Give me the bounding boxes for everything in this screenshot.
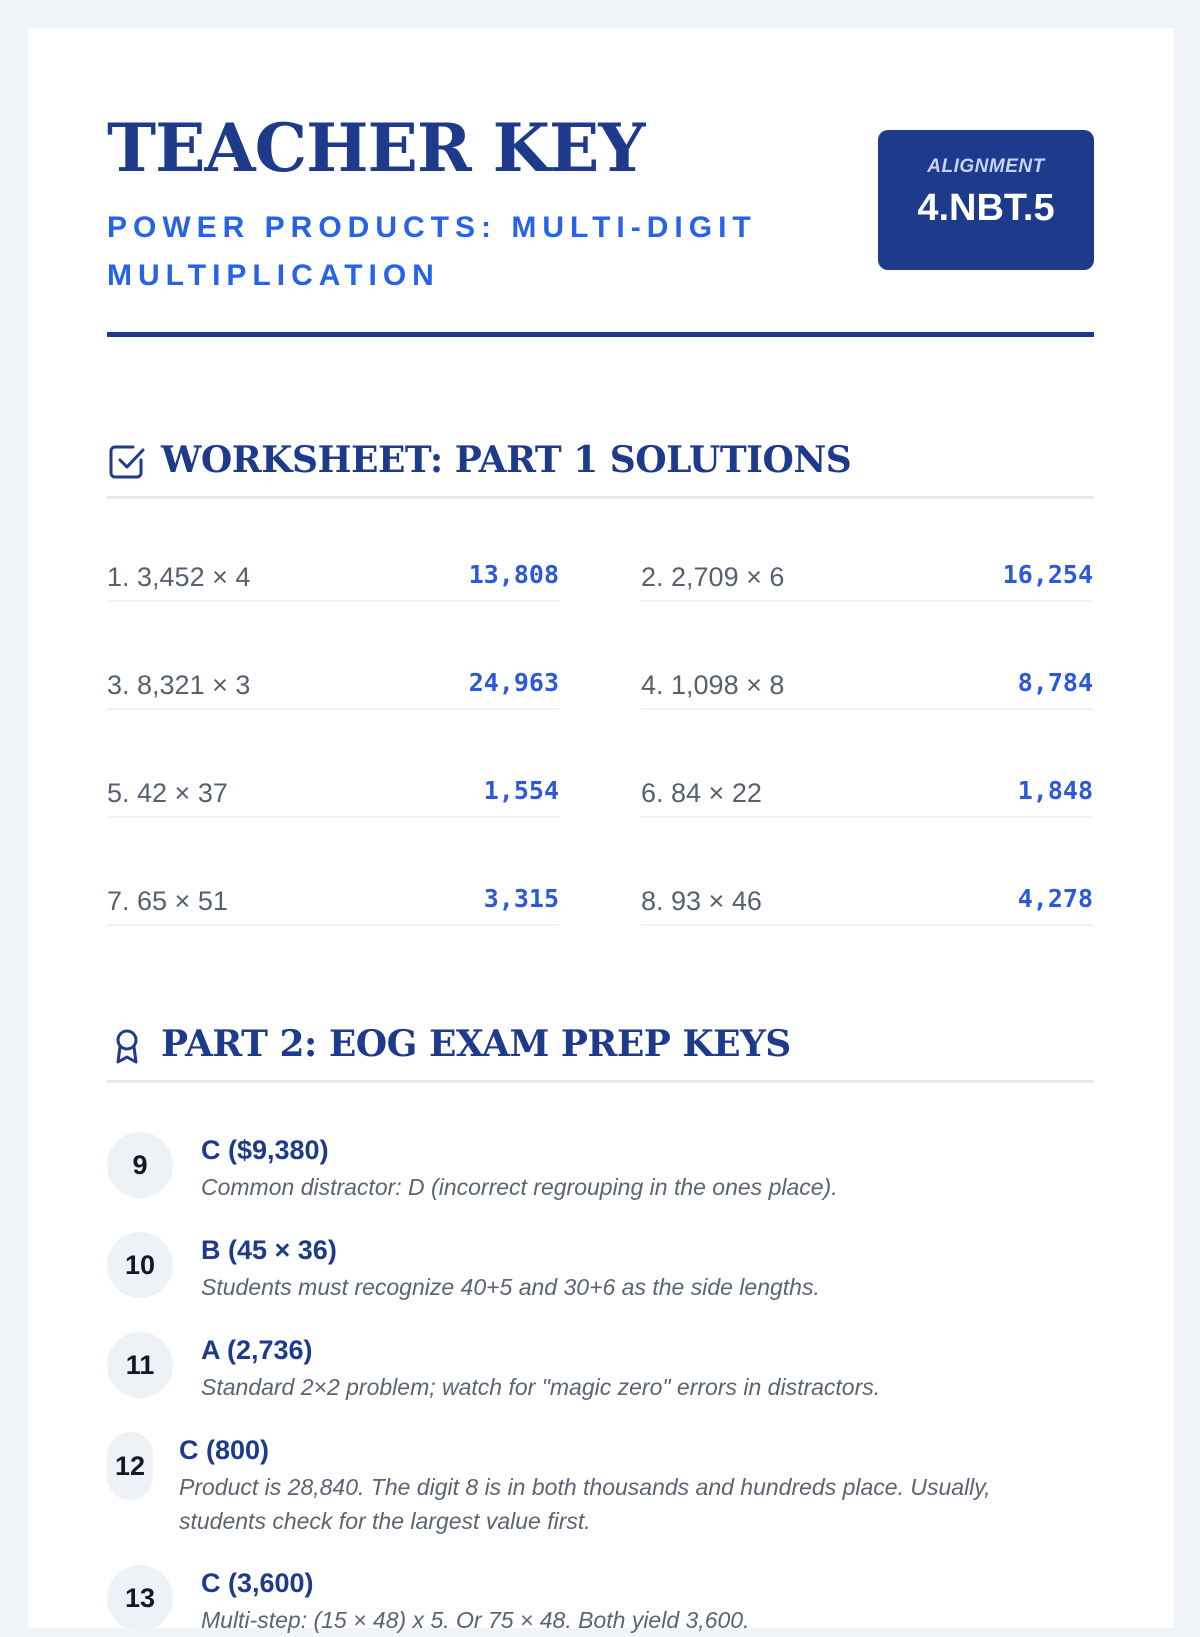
problem-text: 4. 1,098 × 8 <box>641 670 785 700</box>
page-title: TEACHER KEY <box>107 109 645 187</box>
alignment-label: ALIGNMENT <box>927 156 1045 177</box>
answer-key-page <box>28 28 1174 1633</box>
answer-text: 8,784 <box>1017 668 1093 697</box>
header-divider <box>107 332 1094 337</box>
award-ribbon-icon <box>107 1026 147 1066</box>
checkbox-icon <box>107 442 147 482</box>
answer-note: Multi-step: (15 × 48) x 5. Or 75 × 48. Both yield 3,600. <box>201 1607 750 1633</box>
problem-text: 7. 65 × 51 <box>107 886 228 916</box>
alignment-badge <box>878 130 1094 270</box>
problem-text: 1. 3,452 × 4 <box>107 562 251 592</box>
answer-text: 1,848 <box>1017 776 1093 805</box>
answer-text: 1,554 <box>483 776 559 805</box>
problem-text: 5. 42 × 37 <box>107 778 228 808</box>
problem-text: 6. 84 × 22 <box>641 778 762 808</box>
solution-row <box>107 520 559 602</box>
answer-choice: A (2,736) <box>201 1335 313 1365</box>
answer-text: 13,808 <box>468 560 559 589</box>
question-number: 12 <box>107 1432 153 1500</box>
solution-row <box>107 628 559 710</box>
page-subtitle: POWER PRODUCTS: MULTI-DIGIT MULTIPLICATION <box>107 211 757 292</box>
solution-row <box>641 628 1093 710</box>
question-number: 11 <box>107 1332 173 1398</box>
question-number: 9 <box>107 1132 173 1198</box>
part1-heading <box>107 434 1094 499</box>
part2-heading <box>107 1018 1094 1083</box>
problem-text: 3. 8,321 × 3 <box>107 670 251 700</box>
solution-row <box>641 520 1093 602</box>
answer-note: Product is 28,840. The digit 8 is in both thousands and hundreds place. Usually, students check for the largest value first. <box>179 1474 991 1534</box>
question-number: 10 <box>107 1232 173 1298</box>
solution-row <box>641 736 1093 818</box>
part2-title: PART 2: EOG EXAM PREP KEYS <box>161 1023 791 1065</box>
answer-note: Standard 2×2 problem; watch for "magic zero" errors in distractors. <box>201 1374 881 1400</box>
answer-text: 4,278 <box>1017 884 1093 913</box>
problem-text: 8. 93 × 46 <box>641 886 762 916</box>
answer-choice: B (45 × 36) <box>201 1235 337 1265</box>
answer-text: 24,963 <box>468 668 559 697</box>
header <box>107 28 1094 340</box>
answer-note: Common distractor: D (incorrect regrouping in the ones place). <box>201 1174 838 1200</box>
question-number: 13 <box>107 1565 173 1631</box>
solution-row <box>641 844 1093 926</box>
solution-row <box>107 736 559 818</box>
part1-title: WORKSHEET: PART 1 SOLUTIONS <box>161 439 852 481</box>
answer-choice: C (3,600) <box>201 1568 314 1598</box>
page-content <box>107 28 1094 1633</box>
alignment-standard: 4.NBT.5 <box>917 187 1055 229</box>
answer-choice: C ($9,380) <box>201 1135 329 1165</box>
answer-choice: C (800) <box>179 1435 270 1465</box>
answer-text: 16,254 <box>1002 560 1093 589</box>
answer-note: Students must recognize 40+5 and 30+6 as the side lengths. <box>201 1274 820 1300</box>
problem-text: 2. 2,709 × 6 <box>641 562 785 592</box>
solution-row <box>107 844 559 926</box>
answer-text: 3,315 <box>483 884 559 913</box>
